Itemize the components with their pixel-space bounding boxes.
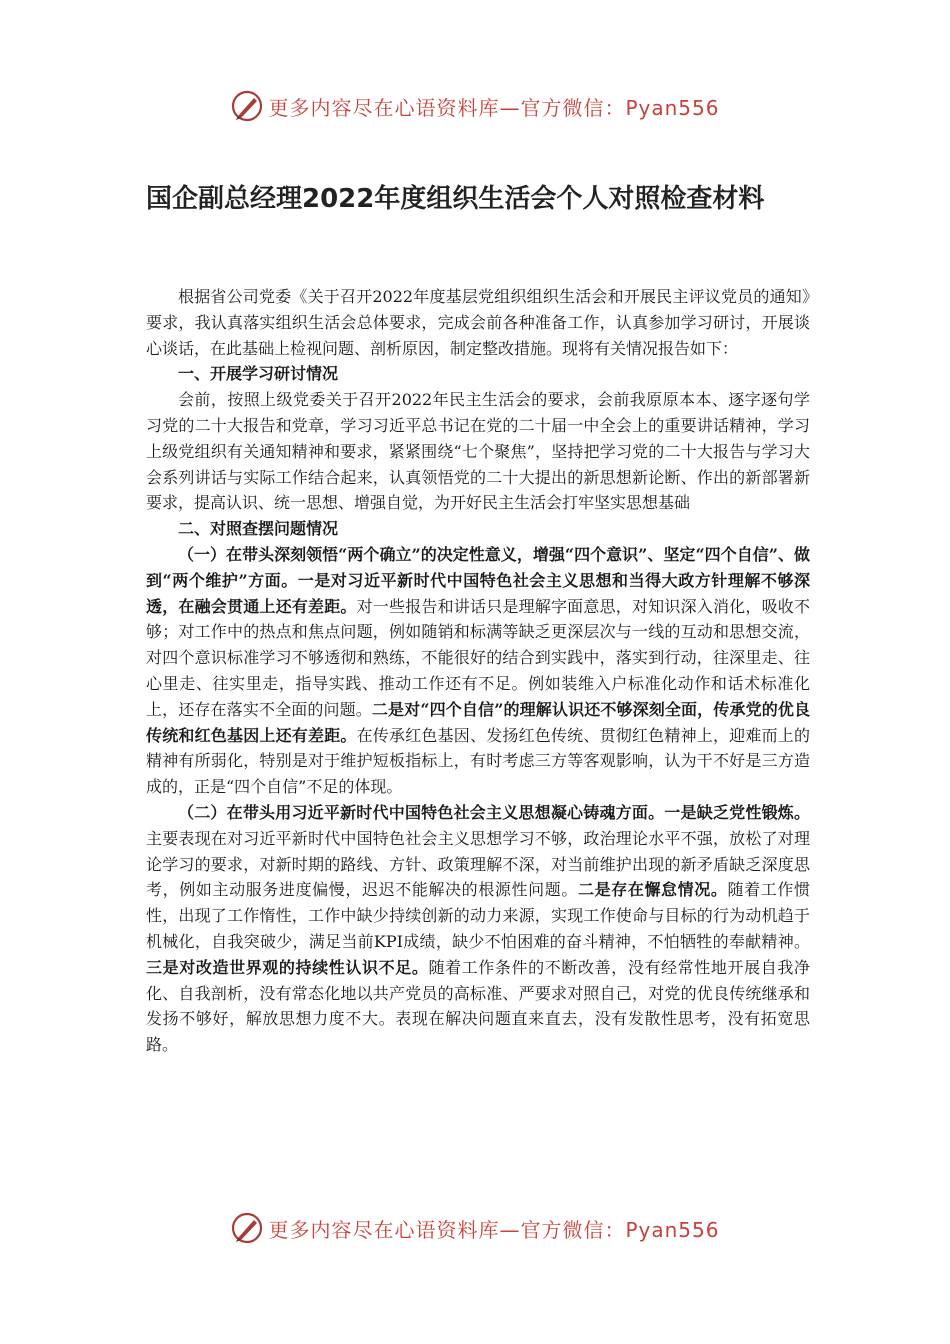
body-text: 随着工作惯性，出现了工作惰性，工作中缺少持续创新的动力来源，实现工作使命与目标的行为动机趋于机械化，自我突破少，满足当前KPI成绩，缺少不怕困难的奋斗精神，不怕牺牲的奉献精神。	[146, 880, 810, 951]
footer-banner	[0, 1208, 950, 1248]
banner-text: 更多内容尽在心语资料库—官方微信：Pyan556	[268, 1217, 720, 1242]
section-heading: 二、对照查摆问题情况	[178, 519, 339, 539]
document-title: 国企副总经理2022年度组织生活会个人对照检查材料	[146, 184, 765, 214]
bold-text: 二是对“四个自信”的理解认识还不够深刻全面，传承党的优良传统和红色基因上还有差距。	[146, 699, 810, 745]
bold-text: 二是存在懈怠情况。	[577, 880, 728, 900]
intro-paragraph: 根据省公司党委《关于召开2022年度基层党组织组织生活会和开展民主评议党员的通知》要求，我认真落实组织生活会总体要求，完成会前各种准备工作，认真参加学习研讨，开展谈心谈话，在此基础上检视问题、剖析原因，制定整改措施。现将有关情况报告如下：	[146, 287, 810, 358]
banner-text: 更多内容尽在心语资料库—官方微信：Pyan556	[268, 95, 720, 120]
body-text: 随着工作条件的不断改善，没有经常性地开展自我净化、自我剖析，没有常态化地以共产党员的高标准、严要求对照自己，对党的优良传统继承和发扬不够好，解放思想力度不大。表现在解决问题直来直去，没有发散性思考，没有拓宽思路。	[146, 957, 810, 1055]
body-text: 在传承红色基因、发扬红色传统、贯彻红色精神上，迎难而上的精神有所弱化，特别是对于维护短板指标上，有时考虑三方等客观影响，认为干不好是三方造成的，正是“四个自信”不足的体现。	[146, 725, 810, 797]
body-text: 主要表现在对习近平新时代中国特色社会主义思想学习不够，政治理论水平不强，放松了对理论学习的要求，对新时期的路线、方针、政策理解不深，对当前维护出现的新矛盾缺乏深度思考，例如主动服务进度偏慢，迟迟不能解决的根源性问题。	[146, 828, 810, 900]
bold-text: （一）在带头深刻领悟“两个确立”的决定性意义，增强“四个意识”、坚定“四个自信”、做到“两个维护”方面。一是对习近平新时代中国特色社会主义思想和当得大政方针理解不够深透，在融会贯通上还有差距。	[146, 544, 810, 616]
pen-logo-icon	[230, 89, 264, 123]
section-paragraph: 会前，按照上级党委关于召开2022年民主生活会的要求，会前我原原本本、逐字逐句学习党的二十大报告和党章，学习习近平总书记在党的二十届一中全会上的重要讲话精神，学习上级党组织有关通知精神和要求，紧紧围绕“七个聚焦”，坚持把学习党的二十大报告与学习大会系列讲话与实际工作结合起来，认真领悟党的二十大提出的新思想新论断、作出的新部署新要求，提高认识、统一思想、增强自觉，为开好民主生活会打牢坚实思想基础	[146, 390, 810, 513]
body-text: 对一些报告和讲话只是理解字面意思，对知识深入消化，吸收不够；对工作中的热点和焦点问题，例如随销和标满等缺乏更深层次与一线的互动和思想交流，对四个意识标准学习不够透彻和熟练，不能很好的结合到实践中，落实到行动，往深里走、往心里走、往实里走，指导实践、推动工作还有不足。例如装维入户标准化动作和话术标准化上，还存在落实不全面的问题。	[146, 596, 810, 719]
section-heading: 一、开展学习研讨情况	[178, 364, 339, 384]
bold-text: 三是对改造世界观的持续性认识不足。	[146, 957, 429, 977]
document-body	[146, 284, 810, 1058]
section-paragraph	[146, 542, 810, 800]
section-paragraph	[146, 800, 810, 1058]
bold-text: （二）在带头用习近平新时代中国特色社会主义思想凝心铸魂方面。一是缺乏党性锻炼。	[178, 802, 810, 822]
pen-logo-icon	[230, 1211, 264, 1245]
header-banner	[0, 86, 950, 126]
